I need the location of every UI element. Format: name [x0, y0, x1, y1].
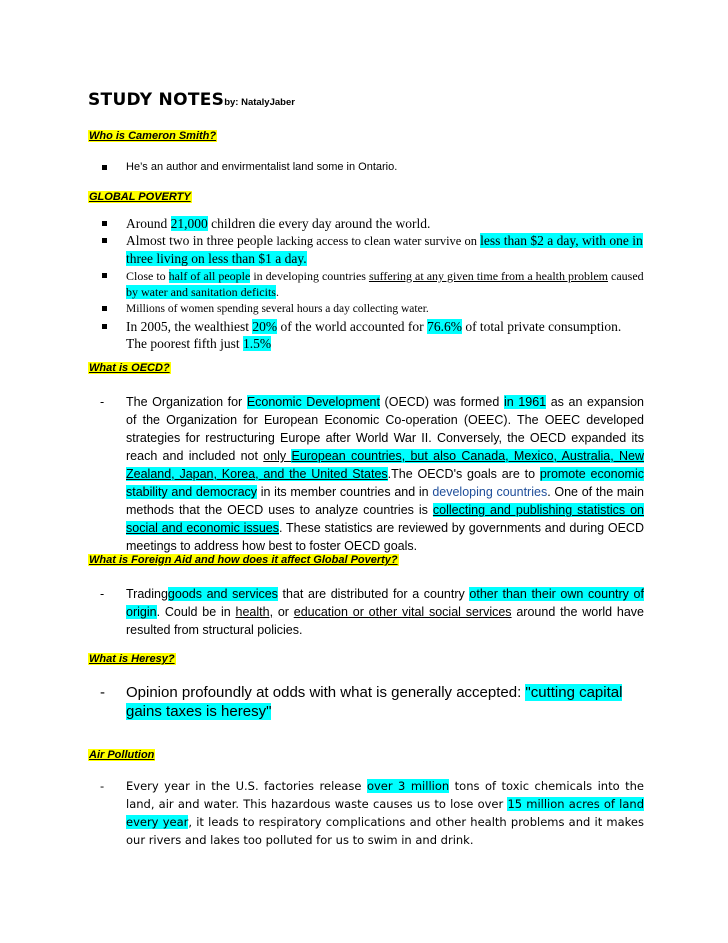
- heading-heresy: What is Heresy?: [89, 653, 175, 665]
- section-cameron-smith: [88, 161, 644, 173]
- section-heresy: [88, 683, 644, 721]
- section-global-poverty: [88, 215, 644, 352]
- bullet-square-icon: [102, 221, 107, 226]
- list-item: Around 21,000 children die every day around the world.: [88, 215, 644, 232]
- section-air-pollution: [88, 777, 644, 849]
- bullet-square-icon: [102, 238, 107, 243]
- list-item: - Tradinggoods and services that are distributed for a country other than their own country of origin. Could be in health, or education or other vital social services around the world have resulted from structural policies.: [100, 587, 645, 637]
- title-main: STUDY NOTES: [88, 90, 225, 110]
- bullet-square-icon: [102, 306, 107, 311]
- section-oecd: [88, 393, 644, 555]
- heading-foreign-aid: What is Foreign Aid and how does it affect Global Poverty?: [89, 554, 398, 566]
- dash-marker: -: [100, 684, 105, 701]
- document-title: [88, 90, 295, 110]
- heading-global-poverty: GLOBAL POVERTY: [89, 191, 191, 203]
- heading-oecd: What is OECD?: [89, 362, 170, 374]
- dash-marker: -: [100, 779, 105, 793]
- list-item: - The Organization for Economic Development (OECD) was formed in 1961 as an expansion of the Organization for European Economic Co-operation (OEEC). The OEEC developed strategies for restructuring Europe after World War II. Conversely, the OECD expanded its reach and included not only European countries, but also Canada, Mexico, Australia, New Zealand, Japan, Korea, and the United States.The OECD's goals are to promote economic stability and democracy in its member countries and in developing countries. One of the main methods that the OECD uses to analyze countries is collecting and publishing statistics on social and economic issues. These statistics are reviewed by governments and during OECD meetings to address how best to foster OECD goals.: [100, 395, 644, 553]
- heading-cameron-smith: Who is Cameron Smith?: [89, 130, 217, 142]
- bullet-square-icon: [102, 273, 107, 278]
- dash-marker: -: [100, 587, 105, 601]
- list-item: - Opinion profoundly at odds with what is generally accepted: "cutting capital gains taxes is heresy": [100, 684, 623, 720]
- section-foreign-aid: [88, 585, 644, 639]
- title-author: by: NatalyJaber: [224, 97, 295, 108]
- dash-marker: -: [100, 395, 105, 409]
- list-item: Millions of women spending several hours a day collecting water.: [88, 301, 644, 317]
- bullet-square-icon: [102, 324, 107, 329]
- bullet-square-icon: [102, 165, 107, 170]
- list-item: Close to half of all people in developing countries suffering at any given time from a health problem caused by water and sanitation deficits.: [88, 268, 644, 300]
- heading-air-pollution: Air Pollution: [89, 749, 155, 761]
- list-item: He’s an author and envirmentalist land some in Ontario.: [88, 161, 644, 173]
- list-item: - Every year in the U.S. factories release over 3 million tons of toxic chemicals into the land, air and water. This hazardous waste causes us to lose over 15 million acres of land every year, it leads to respiratory complications and other health problems and it makes our rivers and lakes too polluted for us to swim in and drink.: [100, 779, 645, 847]
- list-item: Almost two in three people lacking access to clean water survive on less than $2 a day, with one in three living on less than $1 a day.: [88, 232, 644, 267]
- list-item: In 2005, the wealthiest 20% of the world accounted for 76.6% of total private consumption. The poorest fifth just 1.5%: [88, 318, 644, 352]
